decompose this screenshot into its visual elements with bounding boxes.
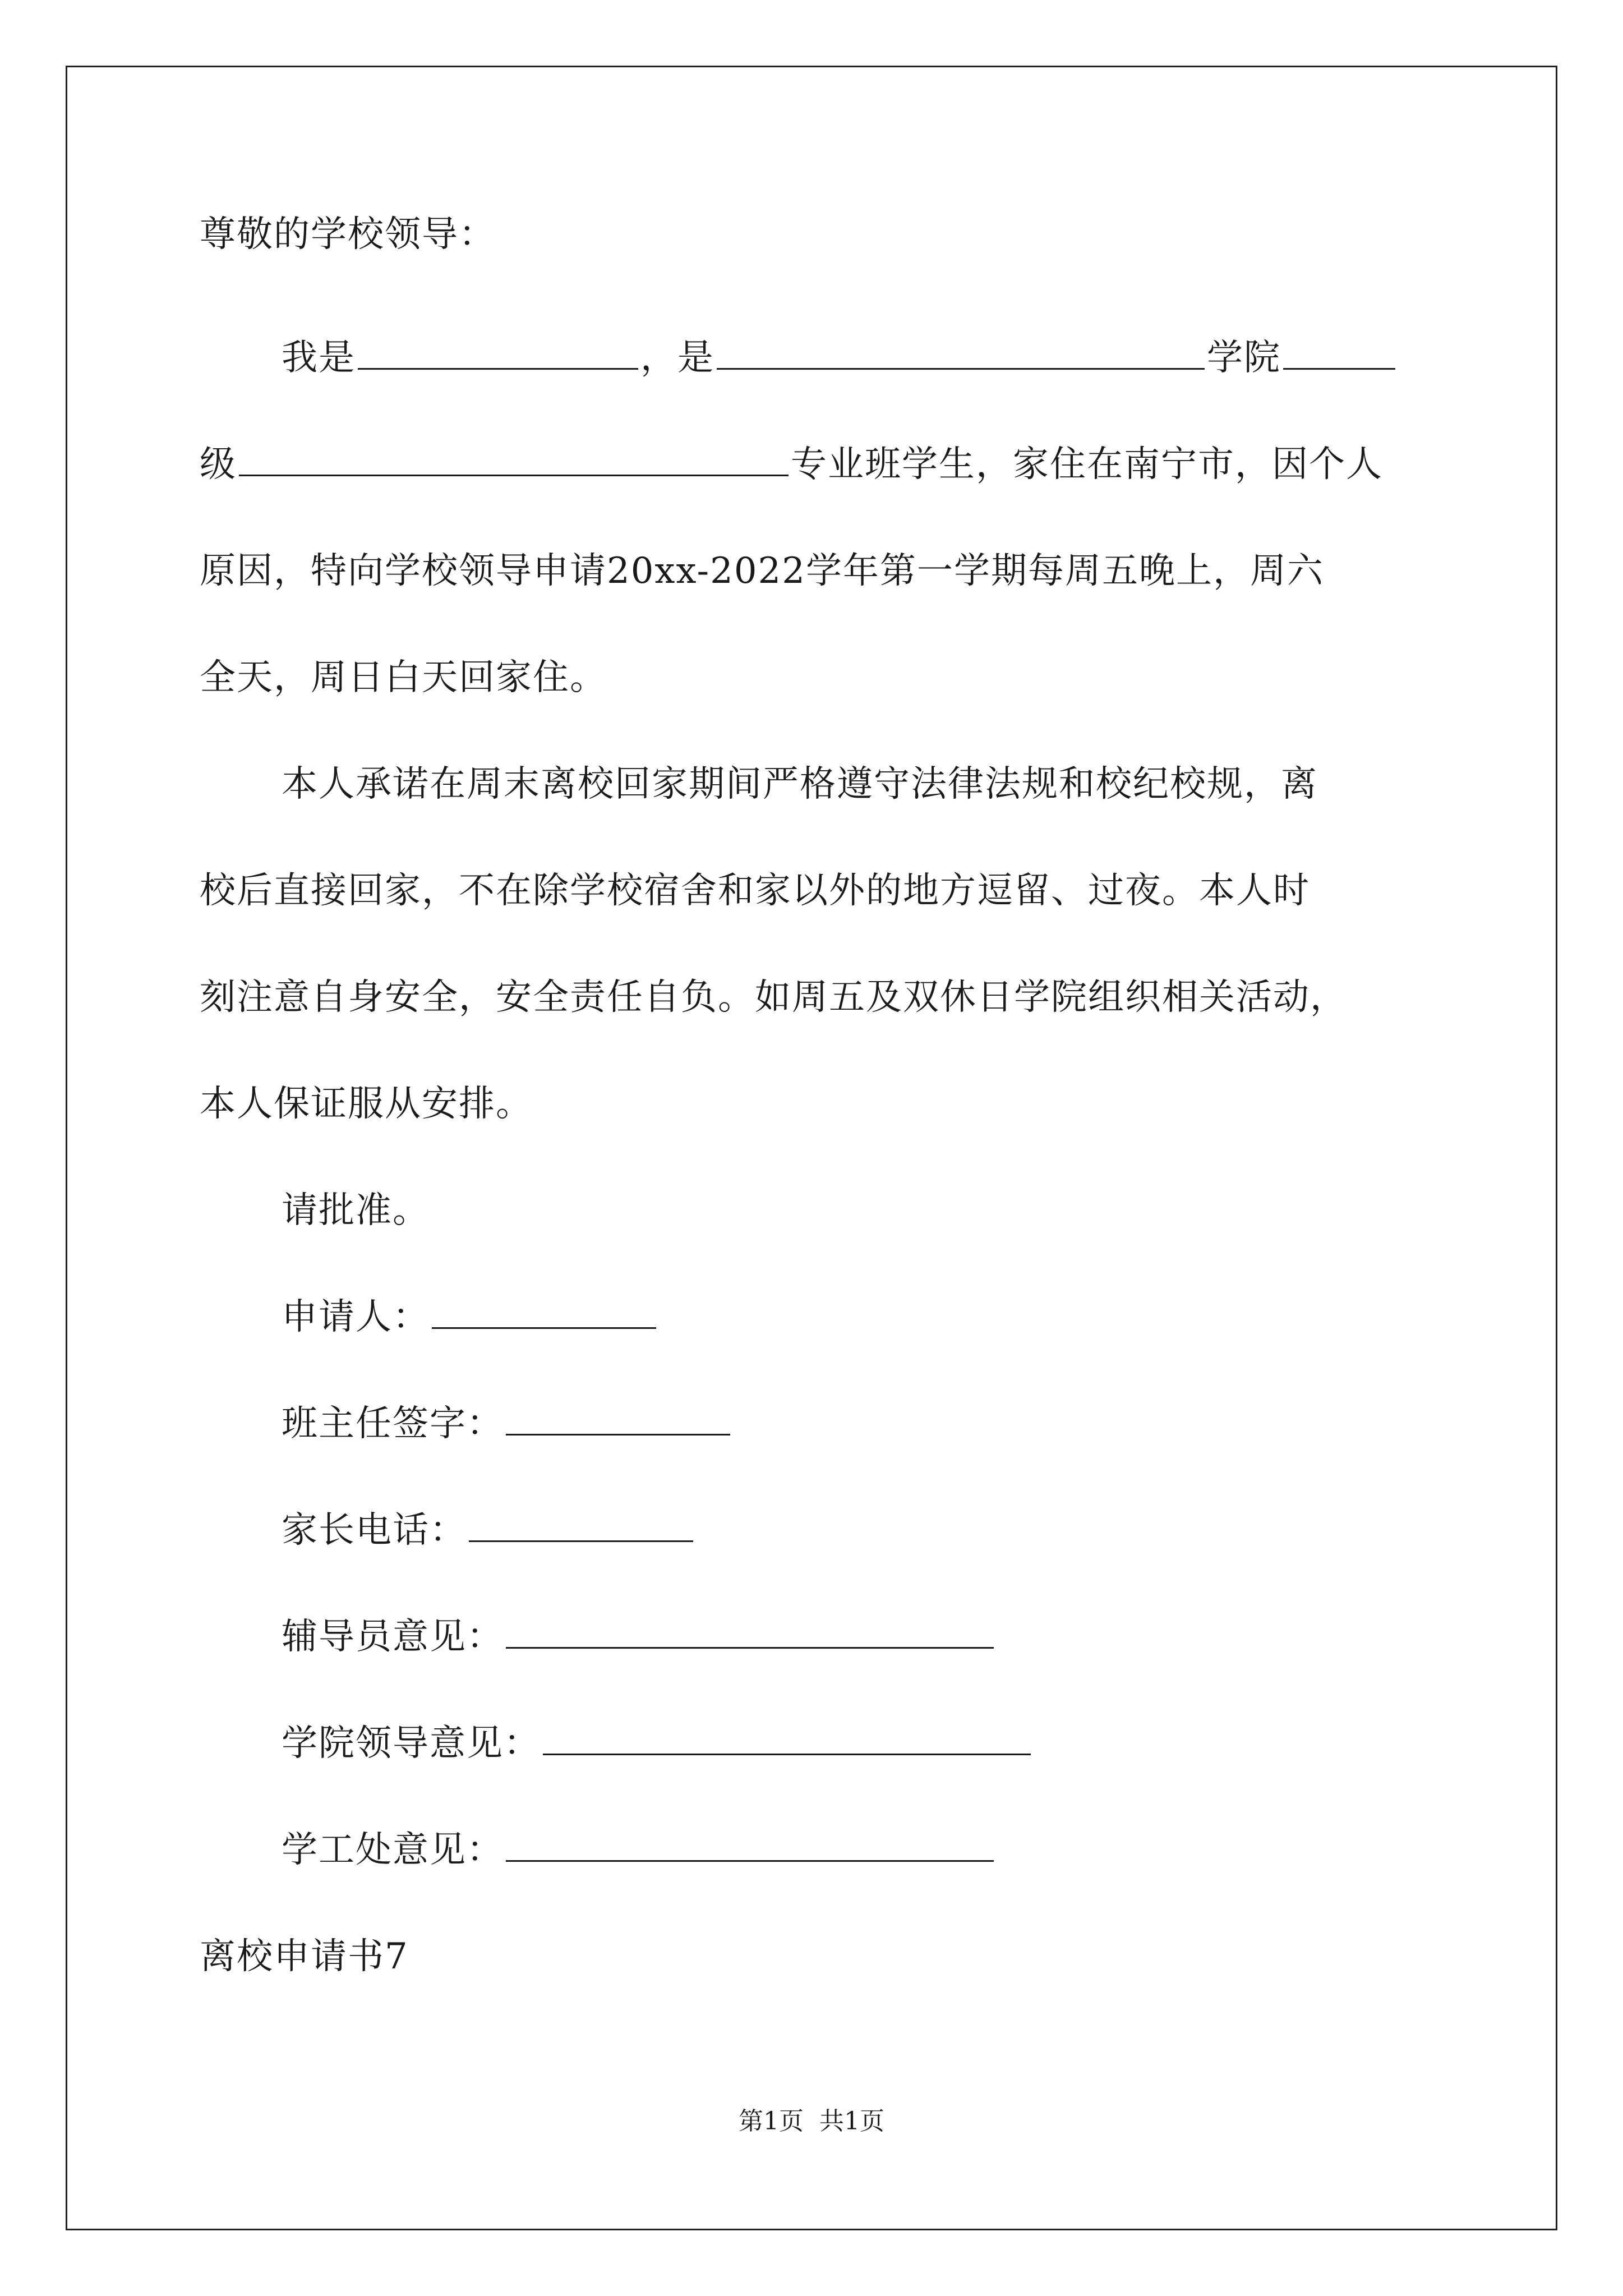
counselor-blank <box>506 1614 994 1649</box>
college-blank <box>717 335 1205 370</box>
counselor-line <box>282 1614 996 1659</box>
teacher-sign-blank <box>506 1401 730 1435</box>
request-line: 请批准。 <box>282 1190 430 1231</box>
college-leader-blank <box>543 1721 1031 1755</box>
student-affairs-blank <box>506 1828 994 1862</box>
teacher-sign-line <box>282 1401 732 1446</box>
paragraph-1-line-1 <box>282 335 1398 380</box>
student-affairs-line <box>282 1828 996 1872</box>
paragraph-2-line-3: 刻注意自身安全，安全责任自负。如周五及双休日学院组织相关活动， <box>200 977 1347 1018</box>
text-grade: 级 <box>200 444 237 485</box>
college-leader-line <box>282 1721 1033 1766</box>
applicant-label: 申请人： <box>282 1296 430 1338</box>
page-border <box>66 66 1557 2230</box>
name-blank <box>358 335 638 370</box>
parent-phone-line <box>282 1508 695 1553</box>
paragraph-1-line-4: 全天，周日白天回家住。 <box>200 657 607 698</box>
student-affairs-label: 学工处意见： <box>282 1829 504 1871</box>
next-section-title: 离校申请书7 <box>200 1936 409 1977</box>
parent-phone-label: 家长电话： <box>282 1510 467 1551</box>
paragraph-2-line-1: 本人承诺在周末离校回家期间严格遵守法律法规和校纪校规，离 <box>282 763 1318 805</box>
page-footer: 第1页 共1页 <box>739 2107 884 2136</box>
text-i-am: 我是 <box>282 337 356 379</box>
text-college: 学院 <box>1207 337 1281 379</box>
counselor-label: 辅导员意见： <box>282 1616 504 1658</box>
text-is: ，是 <box>640 337 714 379</box>
salutation: 尊敬的学校领导： <box>200 214 496 255</box>
paragraph-2-line-2: 校后直接回家，不在除学校宿舍和家以外的地方逗留、过夜。本人时 <box>200 870 1310 912</box>
paragraph-1-line-3: 原因，特向学校领导申请20xx-2022学年第一学期每周五晚上，周六 <box>200 550 1324 592</box>
major-blank <box>239 442 789 476</box>
college-leader-label: 学院领导意见： <box>282 1723 541 1764</box>
grade-blank <box>1283 335 1395 370</box>
parent-phone-blank <box>469 1508 693 1542</box>
paragraph-2-line-4: 本人保证服从安排。 <box>200 1083 533 1125</box>
applicant-line <box>282 1295 658 1340</box>
teacher-sign-label: 班主任签字： <box>282 1403 504 1444</box>
applicant-blank <box>432 1295 656 1329</box>
text-major-class: 专业班学生，家住在南宁市，因个人 <box>791 444 1383 485</box>
paragraph-1-line-2 <box>200 442 1383 487</box>
